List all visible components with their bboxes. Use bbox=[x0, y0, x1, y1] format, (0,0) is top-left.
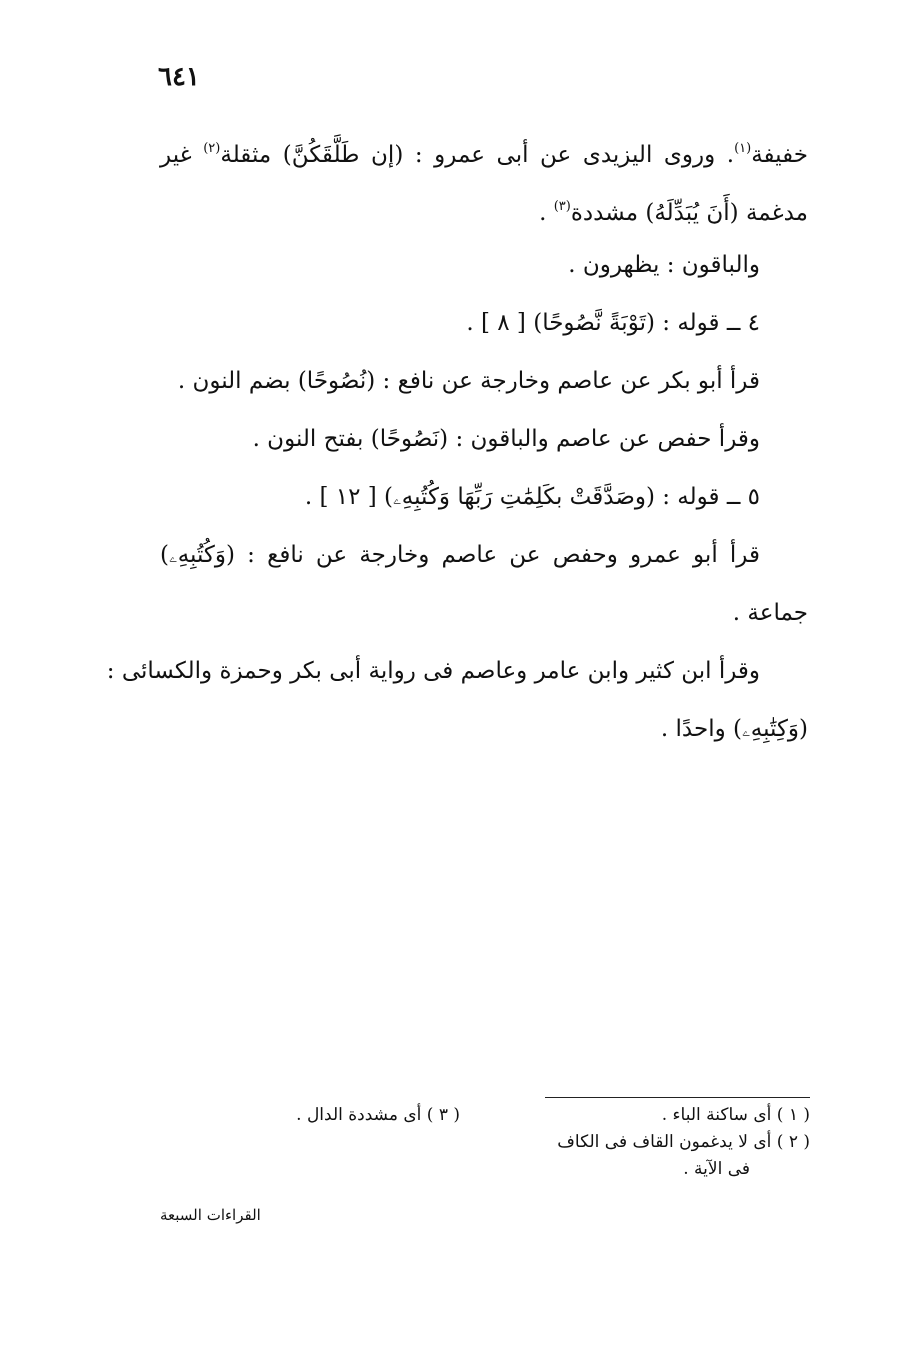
footnotes-left-column bbox=[270, 1102, 460, 1129]
text-line-2 bbox=[160, 178, 808, 236]
text-line-2-b: . bbox=[539, 200, 554, 226]
text-line-1-b: . وروى اليزيدى عن أبى عمرو : (إن طَلَّقَكُنَّ) مثقلة bbox=[220, 142, 735, 168]
text-line-5: قرأ أبو بكر عن عاصم وخارجة عن نافع : (نُصُوحًا) بضم النون . bbox=[177, 368, 760, 394]
footnotes-right-column bbox=[470, 1102, 810, 1183]
running-title: القراءات السبعة bbox=[160, 1206, 261, 1224]
footnote-ref-2: (٢) bbox=[203, 141, 221, 156]
text-line-4: ٤ ــ قوله : (تَوْبَةً نَّصُوحًا) [ ٨ ] . bbox=[466, 310, 760, 336]
text-line-10: وقرأ ابن كثير وابن عامر وعاصم فى رواية أبى بكر وحمزة والكسائى : bbox=[106, 658, 760, 684]
footnote-2: ( ٢ ) أى لا يدغمون القاف فى الكاف bbox=[557, 1132, 810, 1152]
footnote-3: ( ٣ ) أى مشددة الدال . bbox=[296, 1105, 460, 1125]
text-line-6: وقرأ حفص عن عاصم والباقون : (نَصُوحًا) بفتح النون . bbox=[252, 426, 760, 452]
text-line-1 bbox=[160, 120, 808, 178]
footnote-divider bbox=[545, 1097, 810, 1098]
text-line-8: قرأ أبو عمرو وحفص عن عاصم وخارجة عن نافع : (وَكُتُبِهِۦ) bbox=[160, 542, 760, 568]
text-line-11: (وَكِتَٰبِهِۦ) واحدًا . bbox=[660, 716, 808, 742]
text-line-1-a: خفيفة bbox=[751, 142, 808, 168]
text-line-1-c: غير bbox=[160, 142, 204, 168]
text-line-9: جماعة . bbox=[732, 600, 808, 626]
page-number: ٦٤١ bbox=[158, 62, 200, 92]
text-line-2-a: مدغمة (أَنَ يُبَدِّلَهُ) مشددة bbox=[570, 200, 808, 226]
footnote-1: ( ١ ) أى ساكنة الباء . bbox=[661, 1105, 810, 1125]
footnote-ref-3: (٣) bbox=[553, 199, 571, 214]
footnote-2-continued: فى الآية . bbox=[683, 1159, 750, 1179]
text-line-7: ٥ ــ قوله : (وصَدَّقَتْ بكَلِمَٰتِ رَبِّهَا وَكُتُبِهِۦ) [ ١٢ ] . bbox=[304, 484, 760, 510]
main-text bbox=[106, 120, 808, 758]
footnote-ref-1: (١) bbox=[734, 141, 752, 156]
text-line-3: والباقون : يظهرون . bbox=[568, 252, 760, 278]
